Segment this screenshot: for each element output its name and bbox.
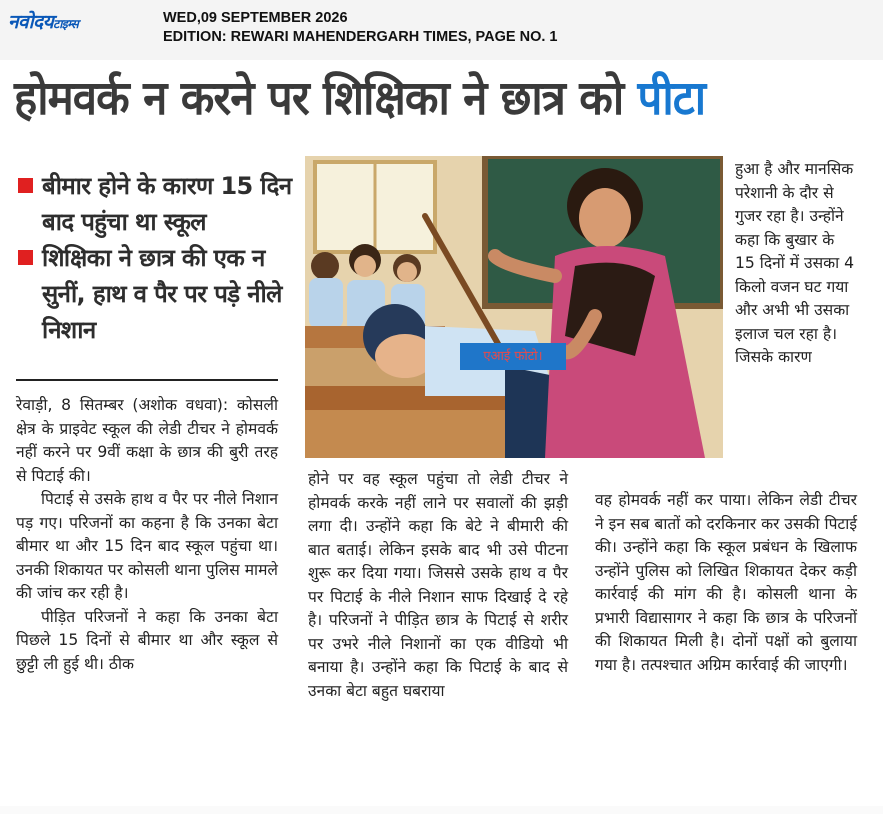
paragraph: पीड़ित परिजनों ने कहा कि उनका बेटा पिछले 15 दिनों से बीमार था और स्कूल से छुट्टी ली हुई थी। ठीक [16, 607, 278, 673]
paragraph: रेवाड़ी, 8 सितम्बर (अशोक वधवा): कोसली क्षेत्र के प्राइवेट स्कूल की लेडी टीचर ने होमवर्क नहीं करने पर 9वीं कक्षा के छात्र की बुरी तरह से पिटाई की। [16, 396, 278, 485]
paragraph: पिटाई से उसके हाथ व पैर पर नीले निशान पड़ गए। परिजनों का कहना है कि उनका बेटा बीमार था और 15 दिन बाद स्कूल पहुंचा था। उनकी शिकायत पर कोसली थाना पुलिस मामले की जांच कर रही है। [16, 490, 278, 602]
article-photo[interactable] [305, 156, 723, 458]
logo-sub-text: टाइम्स [53, 17, 79, 31]
bullet-text: शिक्षिका ने छात्र की एक न सुनीं, हाथ व पैर पर पड़े नीले निशान [42, 244, 282, 344]
red-square-icon [18, 178, 33, 193]
article-column-3-top [735, 158, 857, 370]
article-headline [14, 68, 814, 130]
date-line: WED,09 SEPTEMBER 2026 [163, 10, 348, 26]
classroom-illustration [305, 156, 723, 458]
article-column-1 [16, 394, 278, 676]
logo-main-text: नवोदय [8, 11, 54, 33]
page-bottom-strip [0, 806, 883, 814]
paragraph: होने पर वह स्कूल पहुंचा तो लेडी टीचर ने होमवर्क करके नहीं लाने पर सवालों की झड़ी लगा दी। उन्होंने कहा कि बेटे ने बीमारी की बात बताई। लेकिन इसके बाद भी उसे पीटना शुरू कर दिया गया। जिससे उसके हाथ व पैर पर पिटाई के नीले निशान साफ दिखाई दे रहे है। परिजनों ने पीड़ित छात्र के पिटाई से शरीर पर उभरे नीले निशानों का एक वीडियो भी बनाया है। उन्होंने कहा कि पिटाई के बाद से उनका बेटा बहुत घबराया [308, 470, 568, 700]
article-column-2 [308, 468, 568, 703]
headline-highlight: पीटा [637, 71, 706, 126]
paragraph: हुआ है और मानसिक परेशानी के दौर से गुजर रहा है। उन्होंने कहा कि बुखार के 15 दिनों में उसका 4 किलो वजन घट गया और अभी भी उसका इलाज चल रहा है। जिसके कारण [735, 160, 855, 366]
edition-meta [163, 9, 557, 47]
ai-photo-badge: एआई फोटो। [460, 343, 566, 370]
edition-line: EDITION: REWARI MAHENDERGARH TIMES, PAGE NO. 1 [163, 29, 558, 45]
bullet-text: बीमार होने के कारण 15 दिन बाद पहुंचा था स्कूल [42, 172, 292, 236]
red-square-icon [18, 250, 33, 265]
paragraph: वह होमवर्क नहीं कर पाया। लेकिन लेडी टीचर ने इन सब बातों को दरकिनार कर उसकी पिटाई की। उन्होंने कहा कि स्कूल प्रबंधन के खिलाफ उन्होंने पुलिस को लिखित शिकायत देकर कड़ी कार्रवाई की मांग की है। कोसली थाना के प्रभारी विद्यासागर ने कहा कि छात्र के परिजनों की शिकायत मिली है। दोनों पक्षों को बुलाया गया है। तत्पश्चात अग्रिम कार्रवाई की जाएगी। [595, 491, 857, 674]
bullet-item [16, 240, 296, 348]
divider-rule [16, 379, 278, 381]
headline-text: होमवर्क न करने पर शिक्षिका ने छात्र को [14, 71, 638, 126]
bullet-item [16, 168, 296, 240]
subheadline-bullets [16, 168, 296, 348]
newspaper-logo[interactable] [8, 8, 78, 34]
article-column-3-bottom [595, 489, 857, 677]
